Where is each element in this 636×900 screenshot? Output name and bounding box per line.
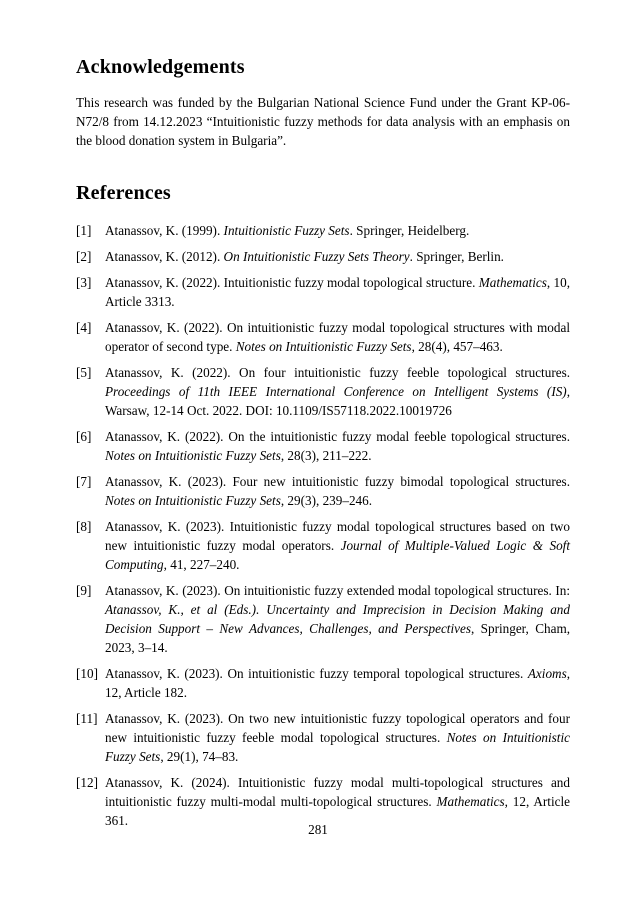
reference-item: [76, 247, 570, 266]
reference-text: Atanassov, K. (2023). On intuitionistic fuzzy extended modal topological structures. In: Atanassov, K., et al (Eds.). Uncertainty and Imprecision in Decision Making and Decision Support – New Advances, Challenges, and Perspectives, Springer, Cham, 2023, 3–14.: [105, 583, 571, 655]
reference-text: Atanassov, K. (2022). Intuitionistic fuzzy modal topological structure. Mathematics, 10, Article 3313.: [105, 275, 570, 309]
reference-text: Atanassov, K. (2022). On four intuitionistic fuzzy feeble topological structures. Proceedings of 11th IEEE International Conference on Intelligent Systems (IS), Warsaw, 12-14 Oct. 2022. DOI: 10.1109/IS57118.2022.10019726: [105, 365, 570, 418]
reference-number: [5]: [76, 365, 92, 380]
reference-number: [7]: [76, 474, 92, 489]
reference-item: [76, 427, 570, 465]
reference-number: [8]: [76, 519, 92, 534]
acknowledgements-heading: Acknowledgements: [76, 56, 245, 78]
reference-number: [12]: [76, 775, 98, 790]
reference-number: [6]: [76, 429, 92, 444]
reference-number: [2]: [76, 249, 92, 264]
reference-text: Atanassov, K. (2023). Four new intuitionistic fuzzy bimodal topological structures. Notes on Intuitionistic Fuzzy Sets, 29(3), 239–246.: [105, 474, 570, 508]
reference-number: [3]: [76, 275, 92, 290]
reference-item: [76, 363, 570, 420]
reference-item: [76, 472, 570, 510]
reference-item: [76, 318, 570, 356]
reference-text: Atanassov, K. (2024). Intuitionistic fuzzy modal multi-topological structures and intuitionistic fuzzy multi-modal multi-topological structures. Mathematics, 12, Article 361.: [105, 775, 570, 828]
reference-item: [76, 517, 570, 574]
reference-item: [76, 221, 570, 240]
references-heading: References: [76, 182, 171, 204]
reference-item: [76, 664, 570, 702]
reference-number: [9]: [76, 583, 92, 598]
reference-text: Atanassov, K. (2022). On intuitionistic fuzzy modal topological structures with modal operator of second type. Notes on Intuitionistic Fuzzy Sets, 28(4), 457–463.: [105, 320, 570, 354]
reference-number: [4]: [76, 320, 92, 335]
reference-text: Atanassov, K. (1999). Intuitionistic Fuzzy Sets. Springer, Heidelberg.: [105, 223, 470, 238]
reference-text: Atanassov, K. (2012). On Intuitionistic Fuzzy Sets Theory. Springer, Berlin.: [105, 249, 504, 264]
reference-item: [76, 273, 570, 311]
reference-item: [76, 709, 570, 766]
reference-text: Atanassov, K. (2023). On two new intuitionistic fuzzy topological operators and four new intuitionistic fuzzy feeble modal topological structures. Notes on Intuitionistic Fuzzy Sets, 29(1), 74–83.: [105, 711, 570, 764]
reference-text: Atanassov, K. (2023). Intuitionistic fuzzy modal topological structures based on two new intuitionistic fuzzy modal operators. Journal of Multiple-Valued Logic & Soft Computing, 41, 227–240.: [105, 519, 570, 572]
reference-text: Atanassov, K. (2022). On the intuitionistic fuzzy modal feeble topological structures. Notes on Intuitionistic Fuzzy Sets, 28(3), 211–222.: [105, 429, 570, 463]
reference-item: [76, 581, 570, 657]
reference-text: Atanassov, K. (2023). On intuitionistic fuzzy temporal topological structures. Axioms, 12, Article 182.: [105, 666, 570, 700]
reference-number: [10]: [76, 666, 98, 681]
page-number: 281: [308, 822, 328, 837]
reference-number: [11]: [76, 711, 98, 726]
acknowledgements-paragraph: This research was funded by the Bulgarian National Science Fund under the Grant KP-06-N72/8 from 14.12.2023 “Intuitionistic fuzzy methods for data analysis with an emphasis on the blood donation system in Bulgaria”.: [76, 95, 570, 148]
reference-number: [1]: [76, 223, 92, 238]
reference-list: [76, 221, 570, 830]
